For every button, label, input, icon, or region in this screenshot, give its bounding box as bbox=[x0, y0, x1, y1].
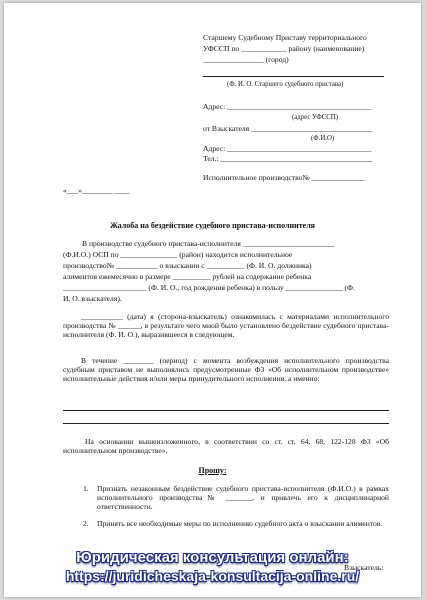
para1-line-4: алиментов ежемесячно в размере __________ рублей на содержание ребенка bbox=[63, 272, 312, 281]
recipient-line-3: ________________ (город) bbox=[203, 55, 289, 64]
document-page bbox=[4, 3, 421, 597]
date-line: «___»________ ____ bbox=[63, 186, 130, 195]
address-line-2: Адрес: ______________________________________ bbox=[203, 144, 372, 153]
item-2-text: Принять все необходимые меры по исполнению судебного акта о взыскании алиментов. bbox=[97, 519, 383, 528]
signature-label: Взыскатель: bbox=[344, 563, 384, 572]
blank-line-2 bbox=[63, 423, 389, 424]
ufssp-address-label: (адрес УФССП) bbox=[292, 114, 338, 121]
address-line-1: Адрес: ______________________________________ bbox=[203, 102, 372, 111]
from-claimant-line: от Взыскателя ________________________________ bbox=[203, 124, 373, 133]
para1-line-3: производство№ ___________ о взыскании с __________ (Ф. И. О. должника) bbox=[63, 261, 312, 270]
document-title: Жалоба на бездействие судебного пристава-исполнителя bbox=[109, 221, 316, 230]
para1-line-6: И. О. взыскателя). bbox=[63, 294, 122, 303]
watermark-line-1: Юридическая консультация онлайн: bbox=[76, 549, 349, 566]
para1-line-1: В производстве судебного пристава-исполнителя ________________________ bbox=[82, 239, 334, 248]
recipient-line-2: УФССП по ____________ району (наименование) bbox=[203, 44, 365, 53]
paragraph-3: В течение ________ (период) с момента возбуждения исполнительного производства судебным приставом не выполнялись предусмотренные ФЗ «Об исполнительном производстве» исполнительные действия и/или меры принудительного исполнения, а именно: bbox=[63, 356, 389, 383]
blank-line-1 bbox=[63, 410, 389, 411]
paragraph-4: На основании вышеизложенного, в соответствии со ст. ст. 64, 68, 122-128 ФЗ «Об исполнительном производстве», bbox=[63, 437, 389, 455]
phone-line: Тел.: ________________________________________ bbox=[203, 154, 373, 163]
watermark-line-2[interactable]: https://juridicheskaja-konsultacija-online.ru/ bbox=[65, 568, 360, 584]
item-2-number: 2. bbox=[83, 519, 89, 528]
enforcement-number-line: Исполнительное производство№ ______________ bbox=[203, 173, 365, 182]
request-heading: Прошу: bbox=[198, 466, 227, 475]
item-1-number: 1. bbox=[83, 484, 89, 493]
recipient-fio-label: (Ф. И. О. Старшего судебного пристава) bbox=[227, 81, 344, 88]
recipient-rule bbox=[203, 76, 384, 77]
para1-line-2: (Ф.И.О.) ОСП по _______________ (район) находится исполнительное bbox=[63, 250, 293, 259]
paragraph-2: ___________ (дата) я (сторона-взыскатель) ознакомилась с материалами исполнительного производства № ______, в результате чего мной было установлено бездействие судебного пристава-исполнителя (Ф. И. О.), выразившееся в следующем. bbox=[63, 312, 389, 339]
para1-line-5: ______________________ (Ф. И. О., год рождения ребенка) в пользу _______________ (Ф. bbox=[63, 283, 355, 292]
item-1-text: Признать незаконным бездействие судебного пристава-исполнителя (Ф.И.О.) в рамках исполнительного производства№ _______, и привлечь его к дисциплинарной ответственности. bbox=[97, 484, 389, 511]
recipient-line-1: Старшему Судебному Приставу территориального bbox=[203, 33, 367, 42]
claimant-fio-label: (Ф.И.О) bbox=[311, 135, 335, 142]
